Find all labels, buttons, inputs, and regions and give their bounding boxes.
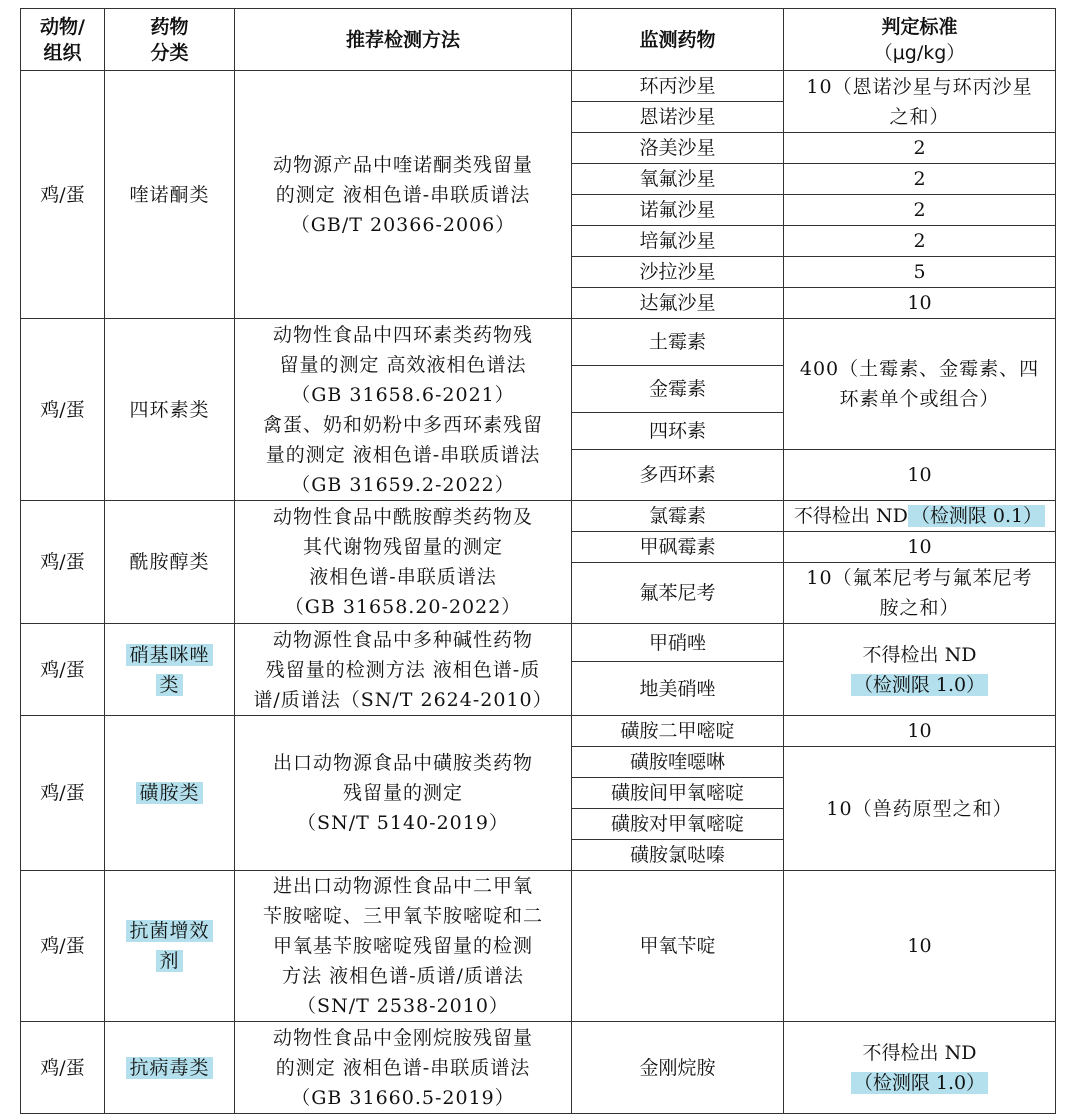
table-row — [21, 71, 1056, 102]
criterion-cell: 2 — [784, 226, 1056, 257]
table-row — [21, 319, 1056, 366]
drug-cell: 多西环素 — [572, 450, 784, 501]
drug-cell: 达氟沙星 — [572, 288, 784, 319]
criterion-cell: 10（氟苯尼考与氟苯尼考 胺之和） — [784, 563, 1056, 624]
detection-limit-highlight: （检测限 1.0） — [851, 1072, 988, 1094]
criterion-cell: 不得检出 ND （检测限 1.0） — [784, 624, 1056, 716]
drug-cell: 沙拉沙星 — [572, 257, 784, 288]
animal-cell: 鸡/蛋 — [21, 624, 105, 716]
drug-cell: 磺胺氯哒嗪 — [572, 840, 784, 871]
method-cell: 动物源性食品中多种碱性药物 残留量的检测方法 液相色谱-质 谱/质谱法（SN/T 2624-2010） — [235, 624, 572, 716]
method-cell: 动物性食品中金刚烷胺残留量 的测定 液相色谱-串联质谱法 （GB 31660.5-2019） — [235, 1022, 572, 1114]
drug-cell: 甲砜霉素 — [572, 532, 784, 563]
residue-standards-table — [20, 8, 1056, 1114]
table-row — [21, 1022, 1056, 1114]
criterion-cell: 10 — [784, 532, 1056, 563]
animal-cell: 鸡/蛋 — [21, 501, 105, 624]
method-cell: 进出口动物源性食品中二甲氧 苄胺嘧啶、三甲氧苄胺嘧啶和二 甲氧基苄胺嘧啶残留量的检测 方法 液相色谱-质谱/质谱法 （SN/T 2538-2010） — [235, 871, 572, 1022]
drug-cell: 磺胺喹噁啉 — [572, 747, 784, 778]
drug-cell: 金刚烷胺 — [572, 1022, 784, 1114]
animal-cell: 鸡/蛋 — [21, 1022, 105, 1114]
criterion-cell: 10 — [784, 450, 1056, 501]
method-cell: 动物性食品中四环素类药物残 留量的测定 高效液相色谱法 （GB 31658.6-2021） 禽蛋、奶和奶粉中多西环素残留 量的测定 液相色谱-串联质谱法 （GB 31659.2-2022） — [235, 319, 572, 501]
category-cell — [105, 624, 235, 716]
table-header-row — [21, 9, 1056, 71]
table-row — [21, 871, 1056, 1022]
criterion-cell: 2 — [784, 164, 1056, 195]
table-row — [21, 501, 1056, 532]
method-cell: 动物性食品中酰胺醇类药物及 其代谢物残留量的测定 液相色谱-串联质谱法 （GB 31658.20-2022） — [235, 501, 572, 624]
drug-cell: 磺胺间甲氧嘧啶 — [572, 778, 784, 809]
detection-limit-highlight: （检测限 0.1） — [908, 505, 1045, 527]
animal-cell: 鸡/蛋 — [21, 871, 105, 1022]
category-highlight: 抗病毒类 — [126, 1057, 212, 1079]
criterion-cell: 2 — [784, 195, 1056, 226]
animal-cell: 鸡/蛋 — [21, 71, 105, 319]
category-highlight: 类 — [156, 674, 182, 696]
drug-cell: 甲氧苄啶 — [572, 871, 784, 1022]
header-animal: 动物/ 组织 — [21, 9, 105, 71]
drug-cell: 洛美沙星 — [572, 133, 784, 164]
detection-limit-highlight: （检测限 1.0） — [851, 674, 988, 696]
drug-cell: 四环素 — [572, 413, 784, 450]
category-cell — [105, 716, 235, 871]
drug-cell: 磺胺二甲嘧啶 — [572, 716, 784, 747]
category-cell: 喹诺酮类 — [105, 71, 235, 319]
drug-cell: 环丙沙星 — [572, 71, 784, 102]
drug-cell: 地美硝唑 — [572, 662, 784, 716]
criterion-cell: 10 — [784, 871, 1056, 1022]
drug-cell: 金霉素 — [572, 366, 784, 413]
animal-cell: 鸡/蛋 — [21, 319, 105, 501]
category-highlight: 抗菌增效 — [126, 920, 212, 942]
drug-cell: 培氟沙星 — [572, 226, 784, 257]
drug-cell: 磺胺对甲氧嘧啶 — [572, 809, 784, 840]
category-highlight: 磺胺类 — [136, 782, 202, 804]
drug-cell: 恩诺沙星 — [572, 102, 784, 133]
header-category: 药物 分类 — [105, 9, 235, 71]
animal-cell: 鸡/蛋 — [21, 716, 105, 871]
criterion-cell: 10（恩诺沙星与环丙沙星 之和） — [784, 71, 1056, 133]
category-cell: 酰胺醇类 — [105, 501, 235, 624]
category-cell — [105, 871, 235, 1022]
table-row — [21, 716, 1056, 747]
criterion-cell: 5 — [784, 257, 1056, 288]
method-cell: 动物源产品中喹诺酮类残留量 的测定 液相色谱-串联质谱法 （GB/T 20366-2006） — [235, 71, 572, 319]
criterion-cell: 10 — [784, 716, 1056, 747]
header-method: 推荐检测方法 — [235, 9, 572, 71]
method-cell: 出口动物源食品中磺胺类药物 残留量的测定 （SN/T 5140-2019） — [235, 716, 572, 871]
category-cell — [105, 1022, 235, 1114]
drug-cell: 甲硝唑 — [572, 624, 784, 662]
header-drug: 监测药物 — [572, 9, 784, 71]
table-row — [21, 624, 1056, 662]
drug-cell: 土霉素 — [572, 319, 784, 366]
criterion-cell: 400（土霉素、金霉素、四 环素单个或组合） — [784, 319, 1056, 450]
criterion-cell: 10（兽药原型之和） — [784, 747, 1056, 871]
criterion-cell: 2 — [784, 133, 1056, 164]
criterion-cell: 不得检出 ND （检测限 0.1） — [784, 501, 1056, 532]
drug-cell: 氯霉素 — [572, 501, 784, 532]
drug-cell: 诺氟沙星 — [572, 195, 784, 226]
category-highlight: 剂 — [156, 950, 182, 972]
drug-cell: 氟苯尼考 — [572, 563, 784, 624]
category-cell: 四环素类 — [105, 319, 235, 501]
criterion-cell: 10 — [784, 288, 1056, 319]
header-criterion: 判定标准 （μg/kg） — [784, 9, 1056, 71]
drug-cell: 氧氟沙星 — [572, 164, 784, 195]
category-highlight: 硝基咪唑 — [126, 644, 212, 666]
criterion-cell: 不得检出 ND （检测限 1.0） — [784, 1022, 1056, 1114]
